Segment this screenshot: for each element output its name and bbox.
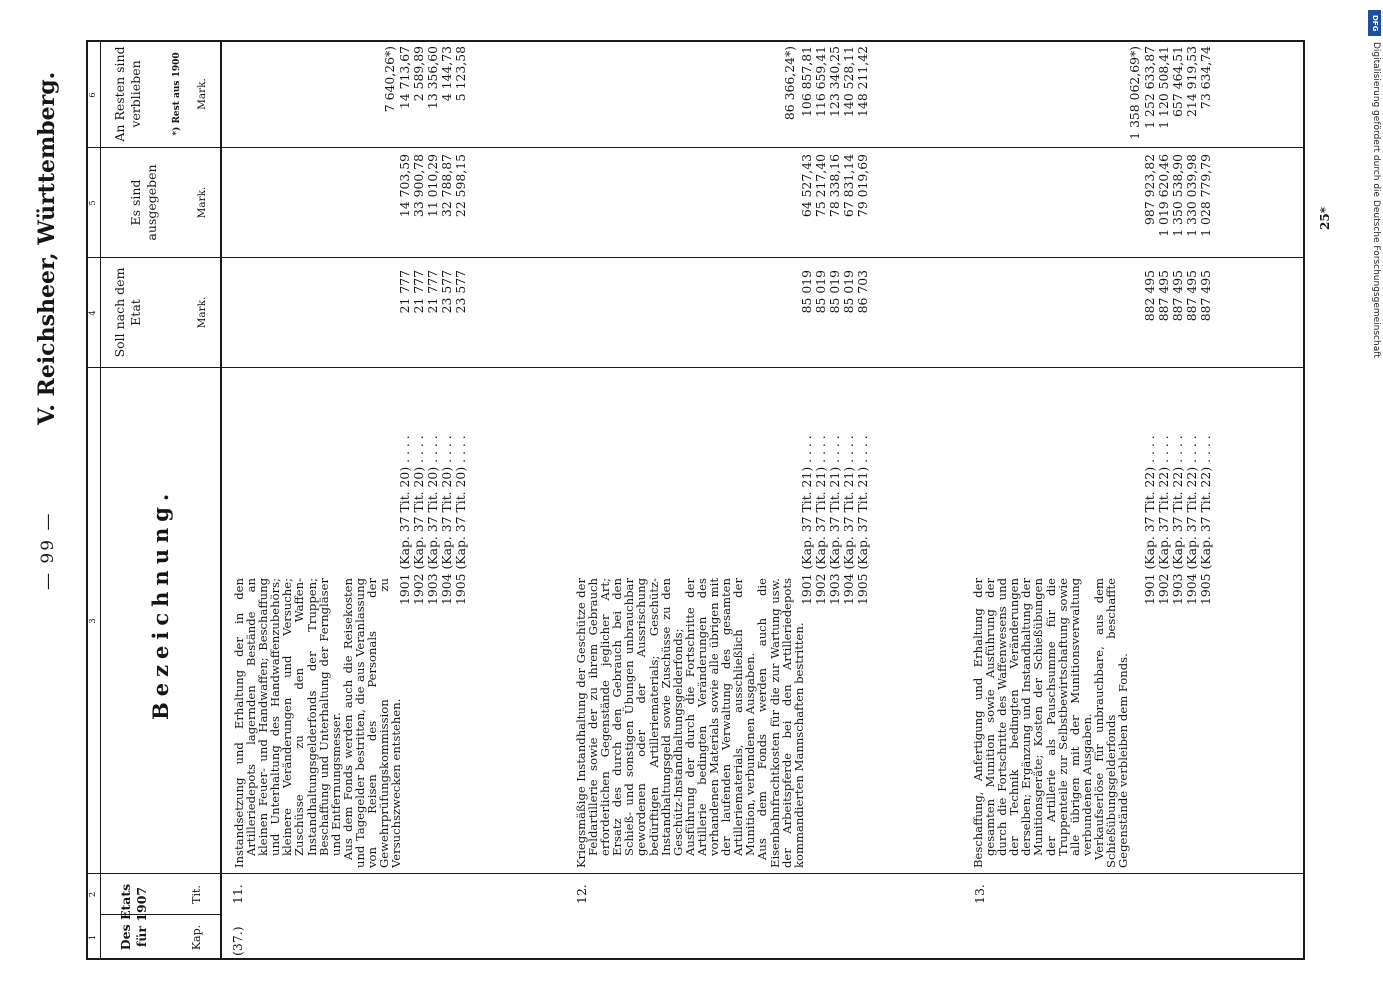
soll-label: Soll nach dem Etat: [112, 267, 143, 358]
year-row-label: 1901 (Kap. 37 Tit. 20) . . . .: [397, 435, 412, 605]
soll-value: 887 495: [1184, 270, 1199, 322]
ausgegeben-value: 78 338,16: [827, 154, 842, 218]
column-number: 4: [88, 310, 98, 316]
soll-value: 85 019: [813, 270, 828, 314]
section-description: [972, 578, 1129, 868]
rest-value: 2 589,89: [411, 46, 426, 102]
column-rule: [86, 257, 1305, 258]
tit-number: 11.: [230, 884, 245, 904]
rest-value: 13 356,60: [425, 46, 440, 110]
sub-description-text: Aus dem Fonds werden auch die Reisekosten und Tagegelder bestritten, die aus Veranlassung von Reisen des Personals der Gewehrprüfungskommission zu Versuchszwecken entstehen.: [340, 578, 404, 868]
rest-values: [398, 46, 468, 144]
column-rule: [86, 147, 1305, 148]
year-row-label: 1902 (Kap. 37 Tit. 21) . . . .: [813, 435, 828, 605]
section-title: V. Reichsheer, Württemberg.: [34, 71, 60, 425]
sub-description-text: Aus dem Fonds werden auch die Eisenbahnfrachtkosten für die zur Wartung usw. der Arbeitspferde bei den Artilleriedepots kommandierten Mannschaften bestritten.: [755, 578, 806, 868]
digitization-note: Digitalisierung gefördert durch die Deutsche Forschungsgemeinschaft: [1371, 42, 1381, 358]
ausgegeben-label: Es sind ausgegeben: [128, 164, 159, 241]
year-row-label: 1901 (Kap. 37 Tit. 21) . . . .: [799, 435, 814, 605]
column-rule: [86, 41, 1305, 43]
soll-values: [800, 270, 870, 360]
ausgegeben-value: 1 330 039,98: [1184, 154, 1199, 237]
rest-value: 657 464,51: [1170, 46, 1185, 117]
soll-value: 86 703: [855, 270, 870, 314]
tit-number: 12.: [574, 884, 589, 904]
header-bottom-rule: [220, 40, 222, 960]
rest-value: 5 123,58: [453, 46, 468, 102]
ausgegeben-value: 987 923,82: [1142, 154, 1157, 225]
ausgegeben-value: 64 527,43: [799, 154, 814, 218]
description-text: Kriegsmäßige Instandhaltung der Geschütze der Feldartillerie sowie der zu ihrem Gebrauch erforderlichen Gegenstände jeglicher Art; Ersatz des durch den Gebrauch bei den Schieß- und sonstigen Übungen unbrauchbar gewordenen oder der Aussrischung bedürftigen Artilleriematerials; Geschütz-Instandhaltungsgeld sowie Zuschüsse zu den Geschütz-Instandhaltungsgelderfonds; Ausführung der durch die Fortschritte der Artillerie bedingten Veränderungen des vorhandenen Materials sowie alle übrigen mit der laufenden Verwaltung des gesamten Artilleriematerials, ausschließlich der Munition, verbundenen Ausgaben.: [574, 578, 758, 868]
column-number: 2: [88, 891, 98, 898]
section-description: [233, 578, 402, 868]
year-row-label: 1905 (Kap. 37 Tit. 20) . . . .: [453, 435, 468, 605]
column-number: 1: [88, 934, 98, 941]
rest-value: 1 252 633,87: [1142, 46, 1157, 129]
year-row-label: 1905 (Kap. 37 Tit. 21) . . . .: [855, 435, 870, 605]
ausgegeben-value: 33 900,78: [411, 154, 426, 218]
rest-values: [1143, 46, 1213, 144]
description-text: Instandsetzung und Erhaltung der in den Artilleriedepots lagernden Bestände an kleinen Feuer- und Handwaffen; Beschaffung und Unterhaltung des Handwaffenzubehörs; kleinere Veränderungen und Versuche; Zuschüsse zu den Waffen-Instandhaltungsgelderfonds der Truppen; Beschaffung und Unterhaltung der Ferngläser und Entfernungsmesser.: [232, 578, 343, 868]
soll-value: 887 495: [1198, 270, 1213, 322]
rest-value: 106 857,81: [799, 46, 814, 117]
column-number: 5: [88, 200, 98, 206]
soll-value: 887 495: [1156, 270, 1171, 322]
year-row-label: 1903 (Kap. 37 Tit. 21) . . . .: [827, 435, 842, 605]
bezeichnung-heading: Bezeichnung.: [148, 487, 173, 720]
rest-value: 123 340,25: [827, 46, 842, 117]
ausgegeben-value: 22 598,15: [453, 154, 468, 218]
year-row-label: 1902 (Kap. 37 Tit. 22) . . . .: [1156, 435, 1171, 605]
ausgegeben-values: [398, 154, 468, 250]
soll-value: 882 495: [1142, 270, 1157, 322]
tit-label: Tit.: [190, 885, 203, 904]
year-row-label: 1905 (Kap. 37 Tit. 22) . . . .: [1198, 435, 1213, 605]
rest-value: 1 120 508,41: [1156, 46, 1171, 129]
etat-label: Des Etats für 1907: [118, 883, 149, 951]
column-number-rule: [100, 40, 101, 960]
table-bottom-rule: [1303, 40, 1305, 960]
section-description: [575, 578, 805, 868]
ausgegeben-value: 32 788,87: [439, 154, 454, 218]
column-rule: [86, 873, 1305, 874]
column-number: 6: [88, 92, 98, 98]
year-row-label: 1901 (Kap. 37 Tit. 22) . . . .: [1142, 435, 1157, 605]
rest-1900: 86 366,24*): [782, 46, 797, 121]
ausgegeben-value: 1 028 779,79: [1198, 154, 1213, 237]
soll-values: [1143, 270, 1213, 360]
soll-value: 23 577: [453, 270, 468, 314]
ausgegeben-value: 1 350 538,90: [1170, 154, 1185, 237]
rest-values: [800, 46, 870, 144]
footer-mark: 25*: [1318, 207, 1332, 230]
rest-value: 140 528,11: [841, 46, 856, 117]
rest-value: 4 144,73: [439, 46, 454, 102]
ausgegeben-value: 79 019,69: [855, 154, 870, 218]
ausgegeben-value: 14 703,59: [397, 154, 412, 218]
column-rule: [86, 367, 1305, 368]
soll-value: 85 019: [841, 270, 856, 314]
rest-1900: 7 640,26*): [382, 46, 397, 113]
kap-number: (37.): [230, 926, 245, 956]
page-number: — 99 —: [38, 511, 58, 590]
soll-value: 21 777: [411, 270, 426, 314]
rest-1900: 1 358 062,69*): [1127, 46, 1142, 140]
column-number: 3: [88, 618, 98, 624]
column-rule: [86, 959, 1305, 961]
year-rows: [800, 435, 870, 605]
rest-value: 73 634,74: [1198, 46, 1213, 110]
year-row-label: 1903 (Kap. 37 Tit. 22) . . . .: [1170, 435, 1185, 605]
tit-number: 13.: [972, 884, 987, 904]
ausgegeben-unit: Mark.: [196, 186, 208, 219]
soll-unit: Mark.: [196, 296, 208, 329]
soll-value: 21 777: [397, 270, 412, 314]
year-row-label: 1904 (Kap. 37 Tit. 20) . . . .: [439, 435, 454, 605]
dfg-logo: DFG: [1368, 10, 1381, 36]
soll-value: 85 019: [827, 270, 842, 314]
ausgegeben-value: 1 019 620,46: [1156, 154, 1171, 237]
ausgegeben-value: 67 831,14: [841, 154, 856, 218]
resten-label: An Resten sind verblieben: [112, 46, 143, 142]
kap-label: Kap.: [190, 924, 203, 951]
ausgegeben-values: [800, 154, 870, 250]
year-row-label: 1904 (Kap. 37 Tit. 21) . . . .: [841, 435, 856, 605]
resten-unit: Mark.: [196, 78, 208, 110]
rest-value: 214 919,53: [1184, 46, 1199, 117]
soll-value: 887 495: [1170, 270, 1185, 322]
year-rows: [1143, 435, 1213, 605]
description-text: Beschaffung, Anfertigung und Erhaltung der gesamten Munition sowie Ausführung der durch die Fortschritte des Waffenwesens und der Technik bedingten Veränderungen derselben; Ergänzung und Instandhaltung der Munitionsgeräte; Kosten der Schießübungen der Artillerie als Pauschsumme für die Truppenteile zur Selbstbewirtschaftung sowie alle übrigen mit der Munitionsverwaltung verbundenen Ausgaben.: [971, 578, 1094, 868]
ausgegeben-values: [1143, 154, 1213, 250]
rest-value: 116 659,41: [813, 46, 828, 117]
soll-value: 23 577: [439, 270, 454, 314]
soll-values: [398, 270, 468, 360]
rest-value: 148 211,42: [855, 46, 870, 117]
year-rows: [398, 435, 468, 605]
soll-value: 85 019: [799, 270, 814, 314]
year-row-label: 1904 (Kap. 37 Tit. 22) . . . .: [1184, 435, 1199, 605]
resten-note: *) Rest aus 1900: [172, 52, 182, 136]
ausgegeben-value: 11 010,29: [425, 154, 440, 218]
year-row-label: 1903 (Kap. 37 Tit. 20) . . . .: [425, 435, 440, 605]
ausgegeben-value: 75 217,40: [813, 154, 828, 218]
digitization-note-strip: [1367, 0, 1383, 1000]
soll-value: 21 777: [425, 270, 440, 314]
sub-description-text: Verkaufserlöse für unbrauchbare, aus dem Schießübungsgelderfonds beschaffte Gegenstände verbleiben dem Fonds.: [1091, 578, 1131, 868]
year-row-label: 1902 (Kap. 37 Tit. 20) . . . .: [411, 435, 426, 605]
rest-value: 14 713,67: [397, 46, 412, 110]
